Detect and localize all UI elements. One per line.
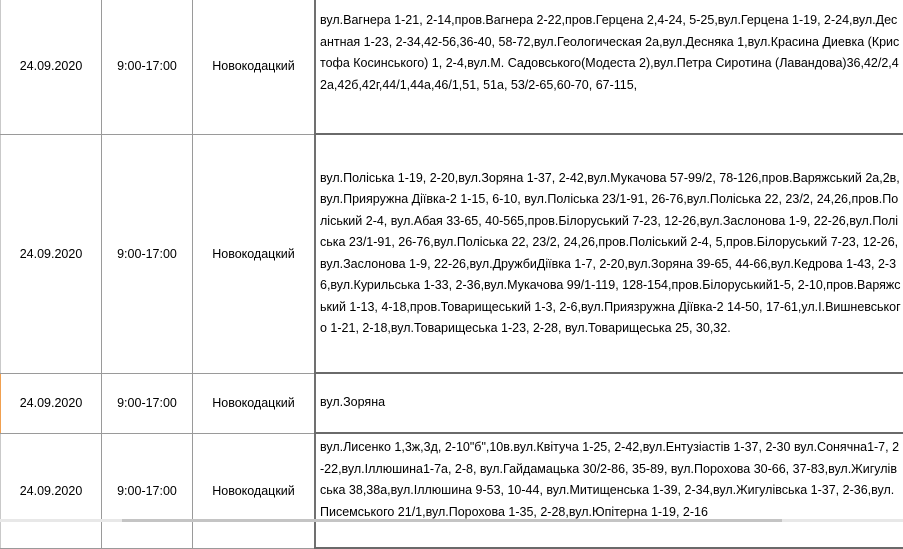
table-row xyxy=(1,0,903,134)
date-cell: 24.09.2020 xyxy=(1,433,102,548)
table-row xyxy=(1,433,903,548)
addresses-cell: вул.Вагнера 1-21, 2-14,пров.Вагнера 2-22,пров.Герцена 2,4-24, 5-25,вул.Герцена 1-19, 2-24,вул.Десантная 1-23, 2-34,42-56,36-40, 58-72,вул.Геологическая 2а,вул.Десняка 1,вул.Красина Диевка (Кристофа Косинського) 1, 2-4,вул.М. Садовського(Модеста 2),вул.Петра Сиротина (Лавандова)36,42/2,42а,42б,42г,44/1,44а,46/1,51, 51а, 53/2-65,60-70, 67-115, xyxy=(315,0,903,134)
addresses-cell: вул.Поліська 1-19, 2-20,вул.Зоряна 1-37, 2-42,вул.Мукачова 57-99/2, 78-126,пров.Варяжський 2а,2в, вул.Прияружна Діївка-2 1-15, 6-10, вул.Поліська 23/1-91, 26-76,вул.Поліська 22, 23/2, 24,26,пров.Поліський 2-4, вул.Абая 33-65, 40-565,пров.Білоруський 7-23, 12-26,вул.Заслонова 1-9, 22-26,вул.Поліська 23/1-91, 26-76,вул.Поліська 22, 23/2, 24,26,пров.Поліський 2-4, 5,пров.Білоруський 7-23, 12-26,вул.Заслонова 1-9, 22-26,вул.ДружбиДіївка 1-7, 2-20,вул.Зоряна 39-65, 44-66,вул.Кедрова 1-43, 2-36,вул.Курильська 1-33, 2-36,вул.Мукачова 99/1-119, 128-154,пров.Білоруський1-5, 2-10,пров.Варяжський 1-13, 4-18,пров.Товарищеський 1-3, 2-6,вул.Приязружна Діївка-2 14-50, 17-61,ул.І.Вишневського 1-21, 2-18,вул.Товарищеська 1-23, 2-28, вул.Товарищеська 25, 30,32. xyxy=(315,134,903,373)
district-cell: Новокодацкий xyxy=(193,0,316,134)
date-cell: 24.09.2020 xyxy=(1,0,102,134)
time-cell: 9:00-17:00 xyxy=(102,134,193,373)
time-cell: 9:00-17:00 xyxy=(102,433,193,548)
time-cell: 9:00-17:00 xyxy=(102,373,193,433)
table-row xyxy=(1,134,903,373)
date-cell[interactable]: 24.09.2020 xyxy=(1,373,102,433)
addresses-cell: вул.Лисенко 1,3ж,3д, 2-10"б",10в.вул.Квітуча 1-25, 2-42,вул.Ентузіастів 1-37, 2-30 вул.Сонячна1-7, 2-22,вул.Іллюшина1-7а, 2-8, вул.Гайдамацька 30/2-86, 35-89, вул.Порохова 30-66, 37-83,вул.Жигулівська 38,38а,вул.Іллюшина 9-53, 10-44, вул.Митищенська 1-39, 2-34,вул.Жигулівська 1-37, 2-36,вул.Писемського 21/1,вул.Порохова 1-35, 2-28,вул.Юпітерна 1-19, 2-16 xyxy=(315,433,903,548)
table-row[interactable] xyxy=(1,373,903,433)
district-cell: Новокодацкий xyxy=(193,373,316,433)
time-cell: 9:00-17:00 xyxy=(102,0,193,134)
date-cell: 24.09.2020 xyxy=(1,134,102,373)
addresses-cell: вул.Зоряна xyxy=(315,373,903,433)
district-cell: Новокодацкий xyxy=(193,134,316,373)
district-cell: Новокодацкий xyxy=(193,433,316,548)
